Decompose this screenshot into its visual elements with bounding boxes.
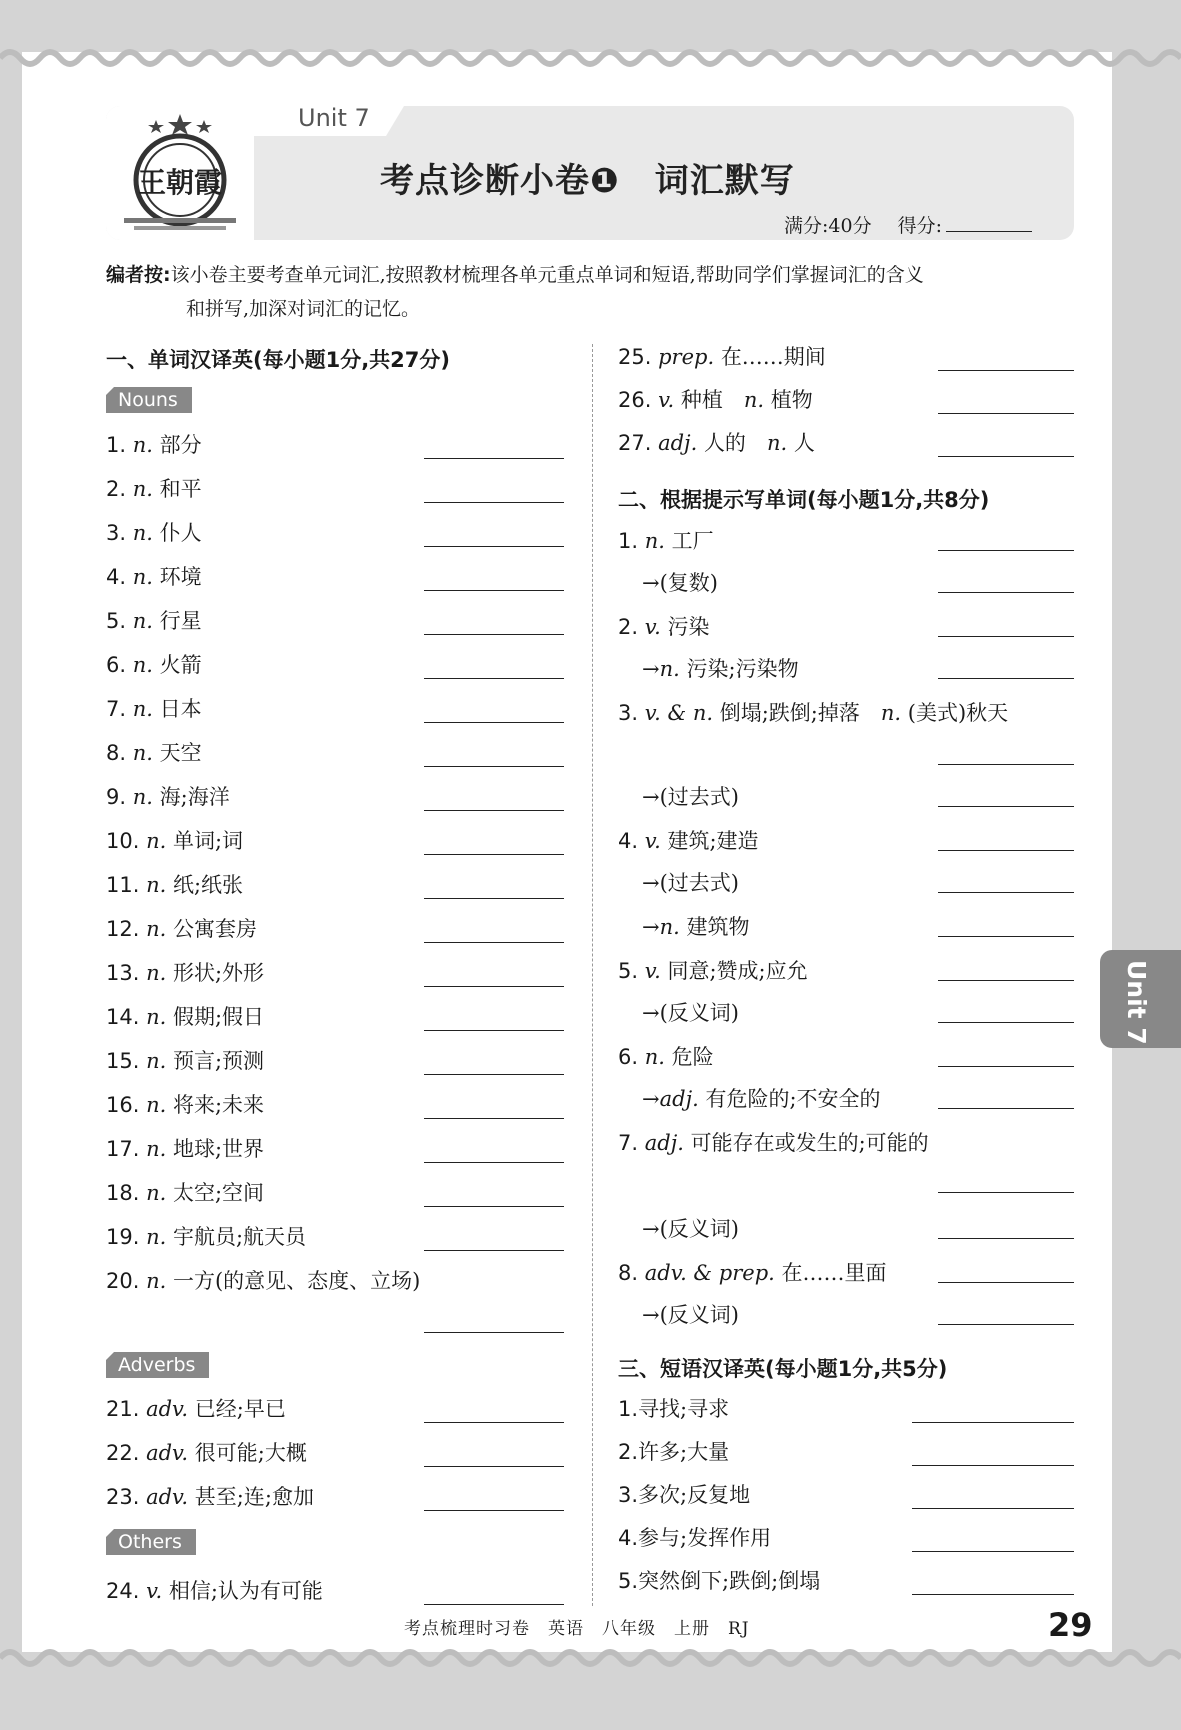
answer-blank[interactable] xyxy=(424,1332,564,1333)
section2-item-11 xyxy=(618,1044,714,1070)
item-number: 24. xyxy=(106,1579,140,1603)
item-text: 预言;预测 xyxy=(172,1049,265,1073)
answer-blank[interactable] xyxy=(424,986,564,987)
part-of-speech: v. xyxy=(644,959,661,983)
part-of-speech: n. xyxy=(132,785,153,809)
editor-note-label: 编者按: xyxy=(106,264,171,286)
part-of-speech: n. xyxy=(659,915,680,939)
item-number: 4. xyxy=(618,829,639,853)
answer-blank[interactable] xyxy=(424,1118,564,1119)
part-of-speech: v. xyxy=(146,1579,163,1603)
item-number: 4. xyxy=(106,565,127,589)
answer-blank[interactable] xyxy=(424,854,564,855)
item-text: 寻找;寻求 xyxy=(638,1397,730,1421)
item-text: 将来;未来 xyxy=(172,1093,265,1117)
item-number: 2. xyxy=(618,615,639,639)
publisher-logo xyxy=(106,106,254,240)
item-text: 海;海洋 xyxy=(159,785,230,809)
section1-item-13 xyxy=(106,1004,264,1030)
section1-item-2 xyxy=(106,520,202,546)
item-number: 14. xyxy=(106,1005,140,1029)
item-text: 日本 xyxy=(159,697,202,721)
section1-item-9 xyxy=(106,828,243,854)
editor-note xyxy=(106,258,1076,326)
part-of-speech: adv. xyxy=(146,1441,189,1465)
part-of-speech: n. xyxy=(146,917,167,941)
answer-blank[interactable] xyxy=(938,1238,1074,1239)
section2-item-0 xyxy=(618,528,714,554)
item-text: 和平 xyxy=(159,477,202,501)
section2-item-14 xyxy=(642,1216,739,1242)
answer-blank[interactable] xyxy=(424,458,564,459)
part-of-speech: adv. & prep. xyxy=(644,1261,775,1285)
answer-blank[interactable] xyxy=(938,370,1074,371)
answer-blank[interactable] xyxy=(424,1250,564,1251)
section2-item-7 xyxy=(642,870,739,896)
answer-blank[interactable] xyxy=(424,1422,564,1423)
section3-item-0 xyxy=(618,1396,729,1422)
item-text-2: (美式)秋天 xyxy=(907,701,1009,725)
answer-blank[interactable] xyxy=(938,678,1074,679)
section2-item-4 xyxy=(618,700,1008,726)
part-of-speech: n. xyxy=(644,1045,665,1069)
answer-blank[interactable] xyxy=(938,764,1074,765)
answer-blank[interactable] xyxy=(424,1510,564,1511)
item-text: 环境 xyxy=(159,565,202,589)
section1-item-8 xyxy=(106,784,230,810)
answer-blank[interactable] xyxy=(938,1022,1074,1023)
part-of-speech: prep. xyxy=(658,345,715,369)
answer-blank[interactable] xyxy=(938,936,1074,937)
item-text-2: 人 xyxy=(793,431,815,455)
item-text: 仆人 xyxy=(159,521,202,545)
part-of-speech: adv. xyxy=(146,1485,189,1509)
item-text: 单词;词 xyxy=(172,829,244,853)
item-number: 5. xyxy=(618,1569,639,1593)
section3-item-4 xyxy=(618,1568,820,1594)
part-of-speech: adj. xyxy=(658,431,698,455)
item-text: 工厂 xyxy=(671,529,714,553)
tag-nouns: Nouns xyxy=(106,387,192,413)
item-text: →(反义词) xyxy=(642,1303,739,1327)
answer-blank[interactable] xyxy=(938,413,1074,414)
item-number: 5. xyxy=(618,959,639,983)
unit-label: Unit 7 xyxy=(298,104,370,132)
part-of-speech: n. xyxy=(659,657,680,681)
answer-blank[interactable] xyxy=(938,980,1074,981)
section2-item-13 xyxy=(618,1130,929,1156)
answer-blank[interactable] xyxy=(938,1066,1074,1067)
answer-blank[interactable] xyxy=(424,1030,564,1031)
part-of-speech: n. xyxy=(146,829,167,853)
item-number: 25. xyxy=(618,345,652,369)
item-number: 1. xyxy=(618,529,639,553)
item-number: 23. xyxy=(106,1485,140,1509)
answer-blank[interactable] xyxy=(424,546,564,547)
section1-item-4 xyxy=(106,608,202,634)
item-text: →(过去式) xyxy=(642,871,739,895)
section1-item-18 xyxy=(106,1224,306,1250)
part-of-speech: n. xyxy=(146,1093,167,1117)
answer-blank[interactable] xyxy=(424,1206,564,1207)
item-number: 10. xyxy=(106,829,140,853)
part-of-speech: adj. xyxy=(644,1131,684,1155)
answer-blank[interactable] xyxy=(938,850,1074,851)
section1-item-14 xyxy=(106,1048,264,1074)
item-text: → xyxy=(642,1087,660,1111)
section1-item-26 xyxy=(618,430,815,456)
answer-blank[interactable] xyxy=(938,592,1074,593)
answer-blank[interactable] xyxy=(938,550,1074,551)
section2-item-6 xyxy=(618,828,759,854)
section1-item-19 xyxy=(106,1268,420,1294)
answer-blank[interactable] xyxy=(912,1465,1074,1466)
answer-blank[interactable] xyxy=(912,1594,1074,1595)
item-number: 19. xyxy=(106,1225,140,1249)
section3-item-1 xyxy=(618,1439,729,1465)
item-number: 1. xyxy=(106,433,127,457)
item-text: 突然倒下;跌倒;倒塌 xyxy=(638,1569,821,1593)
answer-blank[interactable] xyxy=(938,636,1074,637)
item-text: 一方(的意见、态度、立场) xyxy=(172,1269,421,1293)
answer-blank[interactable] xyxy=(424,590,564,591)
part-of-speech: adj. xyxy=(659,1087,699,1111)
part-of-speech: adv. xyxy=(146,1397,189,1421)
item-text-2: 植物 xyxy=(770,388,813,412)
item-text: 公寓套房 xyxy=(172,917,257,941)
section2-item-2 xyxy=(618,614,709,640)
item-number: 13. xyxy=(106,961,140,985)
editor-note-line2: 和拼写,加深对词汇的记忆。 xyxy=(186,298,421,320)
item-text: 在……期间 xyxy=(720,345,826,369)
section2-item-1 xyxy=(642,570,718,596)
answer-blank[interactable] xyxy=(424,502,564,503)
part-of-speech: n. xyxy=(146,1181,167,1205)
item-number: 12. xyxy=(106,917,140,941)
part-of-speech-2: n. xyxy=(880,701,902,725)
section1-item-1 xyxy=(106,476,202,502)
item-text: 可能存在或发生的;可能的 xyxy=(690,1131,929,1155)
section1-item-22 xyxy=(106,1484,314,1510)
part-of-speech: n. xyxy=(132,697,153,721)
item-text: 已经;早已 xyxy=(194,1397,286,1421)
item-number: 8. xyxy=(106,741,127,765)
item-text: 种植 xyxy=(680,388,723,412)
item-number: 2. xyxy=(106,477,127,501)
footer-text: 考点梳理时习卷 英语 八年级 上册 RJ xyxy=(404,1619,750,1639)
section2-item-8 xyxy=(642,914,750,940)
answer-blank[interactable] xyxy=(912,1508,1074,1509)
section2-item-5 xyxy=(642,784,739,810)
item-text: → xyxy=(642,657,660,681)
section1-item-24 xyxy=(618,344,826,370)
side-unit-tab xyxy=(1100,950,1181,1048)
answer-blank[interactable] xyxy=(912,1551,1074,1552)
item-text: 在……里面 xyxy=(781,1261,887,1285)
item-text: 火箭 xyxy=(159,653,202,677)
item-text: →(过去式) xyxy=(642,785,739,809)
section1-item-12 xyxy=(106,960,264,986)
part-of-speech: n. xyxy=(132,653,153,677)
item-text: → xyxy=(642,915,660,939)
answer-blank[interactable] xyxy=(424,1466,564,1467)
tag-others: Others xyxy=(106,1529,196,1555)
score-label: 得分: xyxy=(897,215,943,237)
item-text: 参与;发挥作用 xyxy=(638,1526,772,1550)
item-text: 太空;空间 xyxy=(172,1181,265,1205)
item-text: 地球;世界 xyxy=(172,1137,265,1161)
item-number: 18. xyxy=(106,1181,140,1205)
item-text: 宇航员;航天员 xyxy=(172,1225,307,1249)
section1-item-3 xyxy=(106,564,202,590)
item-number: 5. xyxy=(106,609,127,633)
section1-item-25 xyxy=(618,387,813,413)
item-number: 3. xyxy=(618,1483,639,1507)
wavy-border-bottom xyxy=(0,1640,1181,1680)
part-of-speech: n. xyxy=(132,565,153,589)
part-of-speech-2: n. xyxy=(743,388,765,412)
score-blank[interactable] xyxy=(946,213,1032,232)
full-score: 满分:40分 xyxy=(784,215,872,237)
item-text: 形状;外形 xyxy=(172,961,265,985)
section1-item-11 xyxy=(106,916,257,942)
section3-title: 三、短语汉译英(每小题1分,共5分) xyxy=(618,1357,948,1381)
section1-item-5 xyxy=(106,652,202,678)
section1-item-0 xyxy=(106,432,202,458)
item-number: 27. xyxy=(618,431,652,455)
item-number: 26. xyxy=(618,388,652,412)
part-of-speech: n. xyxy=(132,741,153,765)
part-of-speech: n. xyxy=(146,1225,167,1249)
item-text-2: 有危险的;不安全的 xyxy=(705,1087,881,1111)
page-number: 29 xyxy=(1048,1606,1093,1644)
logo-box xyxy=(106,106,254,240)
part-of-speech: n. xyxy=(132,433,153,457)
item-text: 多次;反复地 xyxy=(638,1483,751,1507)
answer-blank[interactable] xyxy=(424,898,564,899)
answer-blank[interactable] xyxy=(424,634,564,635)
section1-title: 一、单词汉译英(每小题1分,共27分) xyxy=(106,348,451,372)
answer-blank[interactable] xyxy=(938,806,1074,807)
item-number: 17. xyxy=(106,1137,140,1161)
item-number: 6. xyxy=(106,653,127,677)
item-number: 3. xyxy=(618,701,639,725)
section1-item-21 xyxy=(106,1440,307,1466)
part-of-speech: n. xyxy=(146,961,167,985)
answer-blank[interactable] xyxy=(424,1604,564,1605)
part-of-speech-2: n. xyxy=(766,431,788,455)
answer-blank[interactable] xyxy=(938,1282,1074,1283)
logo-text: 王朝霞 xyxy=(137,166,223,199)
section1-item-6 xyxy=(106,696,202,722)
part-of-speech: n. xyxy=(132,477,153,501)
part-of-speech: n. xyxy=(146,873,167,897)
section1-item-20 xyxy=(106,1396,286,1422)
section1-item-7 xyxy=(106,740,202,766)
item-number: 7. xyxy=(618,1131,639,1155)
answer-blank[interactable] xyxy=(424,1074,564,1075)
section2-item-10 xyxy=(642,1000,739,1026)
item-text: 同意;赞成;应允 xyxy=(667,959,808,983)
item-text: 危险 xyxy=(671,1045,714,1069)
section1-item-23 xyxy=(106,1578,323,1604)
item-number: 9. xyxy=(106,785,127,809)
item-text: 行星 xyxy=(159,609,202,633)
part-of-speech: n. xyxy=(132,609,153,633)
item-number: 6. xyxy=(618,1045,639,1069)
answer-blank[interactable] xyxy=(912,1422,1074,1423)
answer-blank[interactable] xyxy=(938,1108,1074,1109)
answer-blank[interactable] xyxy=(424,810,564,811)
section2-item-12 xyxy=(642,1086,881,1112)
item-number: 4. xyxy=(618,1526,639,1550)
item-text: 建筑;建造 xyxy=(667,829,759,853)
side-unit-label: Unit 7 xyxy=(1122,960,1151,1045)
part-of-speech: v. xyxy=(644,829,661,853)
item-text: 相信;认为有可能 xyxy=(168,1579,323,1603)
item-text: →(反义词) xyxy=(642,1001,739,1025)
part-of-speech: n. xyxy=(644,529,665,553)
item-number: 2. xyxy=(618,1440,639,1464)
item-text: 假期;假日 xyxy=(172,1005,265,1029)
item-number: 3. xyxy=(106,521,127,545)
tag-adverbs: Adverbs xyxy=(106,1352,209,1378)
item-number: 21. xyxy=(106,1397,140,1421)
section1-item-17 xyxy=(106,1180,264,1206)
section3-item-2 xyxy=(618,1482,750,1508)
answer-blank[interactable] xyxy=(938,1324,1074,1325)
section1-item-15 xyxy=(106,1092,264,1118)
item-text: →(复数) xyxy=(642,571,718,595)
item-number: 22. xyxy=(106,1441,140,1465)
answer-blank[interactable] xyxy=(424,766,564,767)
part-of-speech: v. xyxy=(658,388,675,412)
item-text: →(反义词) xyxy=(642,1217,739,1241)
item-text-2: 建筑物 xyxy=(686,915,750,939)
section2-item-15 xyxy=(618,1260,887,1286)
answer-blank[interactable] xyxy=(938,892,1074,893)
item-text: 人的 xyxy=(703,431,746,455)
page-title: 考点诊断小卷❶ 词汇默写 xyxy=(380,161,795,201)
item-number: 11. xyxy=(106,873,140,897)
item-text: 倒塌;跌倒;掉落 xyxy=(719,701,860,725)
part-of-speech: n. xyxy=(146,1005,167,1029)
score-line xyxy=(784,211,1032,238)
item-number: 7. xyxy=(106,697,127,721)
part-of-speech: n. xyxy=(146,1049,167,1073)
item-number: 8. xyxy=(618,1261,639,1285)
section2-item-3 xyxy=(642,656,799,682)
answer-blank[interactable] xyxy=(424,1162,564,1163)
section3-item-3 xyxy=(618,1525,771,1551)
part-of-speech: n. xyxy=(146,1137,167,1161)
item-text: 纸;纸张 xyxy=(172,873,244,897)
item-number: 16. xyxy=(106,1093,140,1117)
section1-item-10 xyxy=(106,872,243,898)
answer-blank[interactable] xyxy=(424,942,564,943)
item-text: 许多;大量 xyxy=(638,1440,730,1464)
part-of-speech: v. xyxy=(644,615,661,639)
item-text: 部分 xyxy=(159,433,202,457)
answer-blank[interactable] xyxy=(424,678,564,679)
item-number: 1. xyxy=(618,1397,639,1421)
item-number: 15. xyxy=(106,1049,140,1073)
part-of-speech: v. & n. xyxy=(644,701,714,725)
item-text: 很可能;大概 xyxy=(194,1441,307,1465)
section2-title: 二、根据提示写单词(每小题1分,共8分) xyxy=(618,488,990,512)
wavy-border-top xyxy=(0,36,1181,76)
answer-blank[interactable] xyxy=(938,456,1074,457)
part-of-speech: n. xyxy=(132,521,153,545)
section1-item-16 xyxy=(106,1136,264,1162)
editor-note-line1: 该小卷主要考查单元词汇,按照教材梳理各单元重点单词和短语,帮助同学们掌握词汇的含义 xyxy=(170,264,924,286)
section2-item-9 xyxy=(618,958,808,984)
section2-item-16 xyxy=(642,1302,739,1328)
column-divider xyxy=(592,344,593,1606)
item-number: 20. xyxy=(106,1269,140,1293)
item-text: 甚至;连;愈加 xyxy=(194,1485,314,1509)
item-text: 污染 xyxy=(667,615,710,639)
item-text-2: 污染;污染物 xyxy=(686,657,799,681)
item-text: 天空 xyxy=(159,741,202,765)
answer-blank[interactable] xyxy=(424,722,564,723)
part-of-speech: n. xyxy=(146,1269,167,1293)
answer-blank[interactable] xyxy=(938,1192,1074,1193)
